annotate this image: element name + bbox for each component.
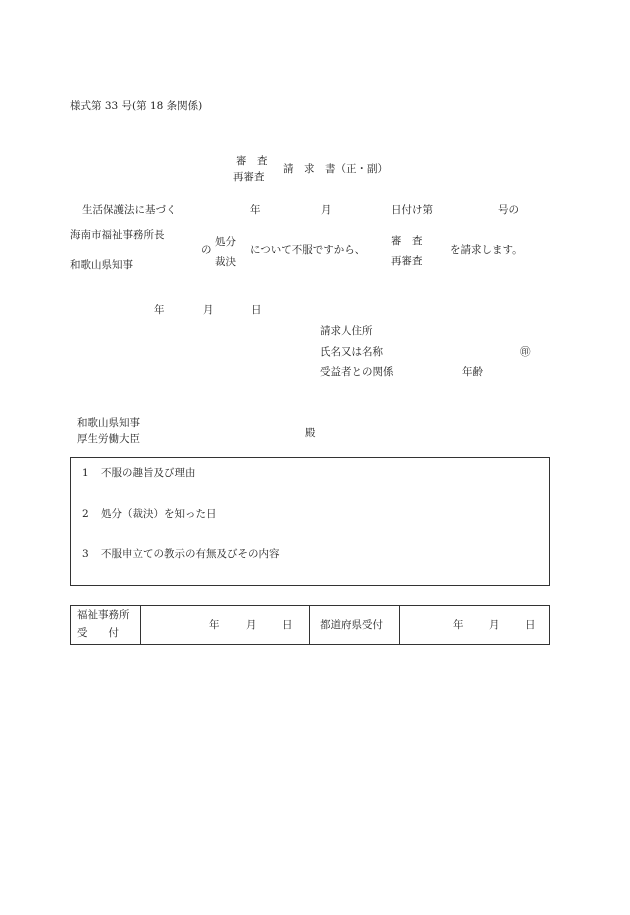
date-month: 月 <box>203 304 214 316</box>
reception-pref-day: 日 <box>525 619 536 631</box>
addressee-honorific: 殿 <box>305 427 316 439</box>
reception-divider <box>399 605 400 645</box>
authority-dissatisfied: について不服ですから、 <box>250 244 366 256</box>
item-3-number: 3 <box>82 548 89 560</box>
reception-table <box>70 605 550 645</box>
page-title: 請 求 書（正・副） <box>283 163 388 175</box>
title-option-review: 審 査 <box>236 155 268 167</box>
authority-particle: の <box>201 244 212 256</box>
basis-year: 年 <box>250 204 261 216</box>
seal-mark: ㊞ <box>520 346 531 358</box>
authority-rereview: 再審査 <box>391 255 423 267</box>
claimant-age-label: 年齢 <box>462 366 483 378</box>
authority-ruling: 裁決 <box>215 256 236 268</box>
basis-law: 生活保護法に基づく <box>82 204 177 216</box>
item-2-number: 2 <box>82 508 89 520</box>
reception-pref-year: 年 <box>453 619 464 631</box>
date-year: 年 <box>154 304 165 316</box>
authority-disposal: 処分 <box>215 236 236 248</box>
reception-office-label-2: 受 付 <box>77 627 119 639</box>
basis-month: 月 <box>321 204 332 216</box>
basis-dated-number: 日付け第 <box>391 204 433 216</box>
item-2-text: 処分（裁決）を知った日 <box>101 508 217 520</box>
title-option-rereview: 再審査 <box>233 171 265 183</box>
addressee-minister: 厚生労働大臣 <box>77 433 140 445</box>
item-1-number: 1 <box>82 467 89 479</box>
reception-office-label-1: 福祉事務所 <box>77 609 130 621</box>
form-number: 様式第 33 号(第 18 条関係) <box>70 100 203 112</box>
addressee-governor: 和歌山県知事 <box>77 417 140 429</box>
reception-divider <box>309 605 310 645</box>
authority-review: 審 査 <box>391 235 423 247</box>
date-day: 日 <box>251 304 262 316</box>
item-1-text: 不服の趣旨及び理由 <box>101 467 196 479</box>
claimant-address-label: 請求人住所 <box>320 325 373 337</box>
reception-office-year: 年 <box>209 619 220 631</box>
reception-pref-label: 都道府県受付 <box>320 619 383 631</box>
authority-office-head: 海南市福祉事務所長 <box>70 229 165 241</box>
reception-office-day: 日 <box>282 619 293 631</box>
authority-request: を請求します。 <box>450 244 523 256</box>
reception-divider <box>140 605 141 645</box>
claimant-relation-label: 受益者との関係 <box>320 366 394 378</box>
authority-governor: 和歌山県知事 <box>70 259 133 271</box>
item-3-text: 不服申立ての教示の有無及びその内容 <box>101 548 280 560</box>
basis-number-of: 号の <box>498 204 519 216</box>
claimant-name-label: 氏名又は名称 <box>320 346 383 358</box>
reception-office-month: 月 <box>246 619 257 631</box>
reception-pref-month: 月 <box>489 619 500 631</box>
